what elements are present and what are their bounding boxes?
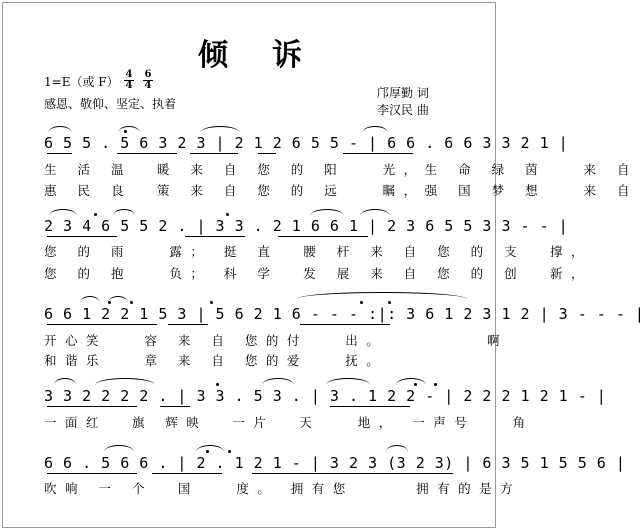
- time-signature-1: 4 4: [125, 69, 133, 91]
- slur-mark: [200, 126, 240, 133]
- slur-mark: [196, 445, 224, 452]
- beam-underline: [47, 406, 137, 407]
- expression-marking: 感恩、敬仰、坚定、执着: [44, 97, 177, 111]
- slur-mark: [95, 378, 155, 385]
- lyric-line-4: 一面红 旗 辉映 一片 天 地， 一声号 角: [44, 415, 534, 430]
- slur-mark: [297, 292, 467, 299]
- notation-line-5: 6 6 . 5 6 6 . | 2 . 1 2 1 - | 3 2 3 (3 2 3) | 6 3 5 1 5 5 6 |: [44, 454, 626, 472]
- beam-underline: [47, 473, 137, 474]
- composer-credit: 李汉民 曲: [377, 103, 429, 117]
- slur-mark: [54, 378, 76, 385]
- beam-underline: [300, 324, 390, 325]
- octave-dot: [124, 130, 127, 133]
- slur-mark: [108, 296, 128, 303]
- lyric-line-1-verse-2: 惠 民 良 策 来 自 您 的 远 瞩，强 国 梦 想 来 自: [44, 183, 638, 198]
- beam-underline: [160, 406, 190, 407]
- notation-line-2: 2 3 4 6 5 5 2 . | 3 3 . 2 1 6 6 1 | 2 3 6 5 5 3 3 - - |: [44, 217, 569, 235]
- slur-mark: [386, 445, 408, 452]
- octave-dot: [216, 383, 219, 386]
- octave-dot: [130, 301, 133, 304]
- beam-underline: [353, 473, 453, 474]
- lyric-line-2-verse-2: 您 的 抱 负； 科 学 发 展 来 自 您 的 创 新，: [44, 266, 593, 281]
- beam-underline: [185, 236, 245, 237]
- time-signature-2: 6 4: [144, 69, 152, 91]
- notation-line-1: 6 5 5 . 5 6 3 2 3 | 2 1 2 6 5 5 - | 6 6 . 6 6 3 3 2 1 |: [44, 134, 569, 152]
- lyric-line-1-verse-1: 生 活 温 暖 来 自 您 的 阳 光，生 命 绿 茵 来 自: [44, 162, 638, 177]
- slur-mark: [326, 378, 370, 385]
- beam-underline: [258, 153, 276, 154]
- beam-underline: [330, 406, 410, 407]
- slur-mark: [362, 126, 388, 133]
- notation-line-3: 6 6 1 2 2 1 5 3 | 5 6 2 1 6 - - - :|: 3 6 1 2 3 1 2 | 3 - - - |: [44, 305, 644, 323]
- slur-mark: [48, 126, 72, 133]
- octave-dot: [434, 383, 437, 386]
- lyric-line-2-verse-1: 您 的 雨 露； 挺 直 腰 杆 来 自 您 的 支 撑，: [44, 244, 593, 259]
- beam-underline: [47, 153, 72, 154]
- octave-dot: [360, 301, 363, 304]
- octave-dot: [414, 383, 417, 386]
- octave-dot: [94, 213, 97, 216]
- octave-dot: [228, 450, 231, 453]
- beam-underline: [343, 153, 413, 154]
- octave-dot: [388, 301, 391, 304]
- notation-line-4: 3 3 2 2 2 2 . | 3 3 . 5 3 . | 3 . 1 2 2 - | 2 2 2 1 2 1 - |: [44, 387, 607, 405]
- octave-dot: [210, 301, 213, 304]
- beam-underline: [47, 324, 157, 325]
- beam-underline: [190, 153, 238, 154]
- beam-underline: [168, 324, 208, 325]
- key-signature: 1=E（或 F）: [44, 75, 119, 89]
- beam-underline: [47, 236, 117, 237]
- slur-mark: [262, 378, 294, 385]
- beam-underline: [152, 473, 222, 474]
- lyric-line-3-verse-1: 开心笑 容 来 自 您的付 出。 啊: [44, 333, 509, 348]
- slur-mark: [396, 378, 426, 385]
- slur-mark: [360, 209, 390, 216]
- octave-dot: [108, 301, 111, 304]
- slur-mark: [80, 296, 100, 303]
- lyric-line-3-verse-2: 和谐乐 章 来 自 您的爱 抚。: [44, 353, 388, 368]
- slur-mark: [104, 445, 134, 452]
- beam-underline: [117, 153, 177, 154]
- lyricist-credit: 邝厚勤 词: [377, 86, 429, 100]
- beam-underline: [278, 236, 368, 237]
- octave-dot: [206, 450, 209, 453]
- slur-mark: [49, 209, 77, 216]
- slur-mark: [310, 209, 344, 216]
- slur-mark: [113, 209, 135, 216]
- lyric-line-5: 吹响 一 个 国 度。 拥有您 拥有的是方: [44, 481, 522, 496]
- song-title: 倾诉: [198, 38, 346, 73]
- slur-mark: [118, 126, 140, 133]
- octave-dot: [226, 213, 229, 216]
- beam-underline: [252, 473, 362, 474]
